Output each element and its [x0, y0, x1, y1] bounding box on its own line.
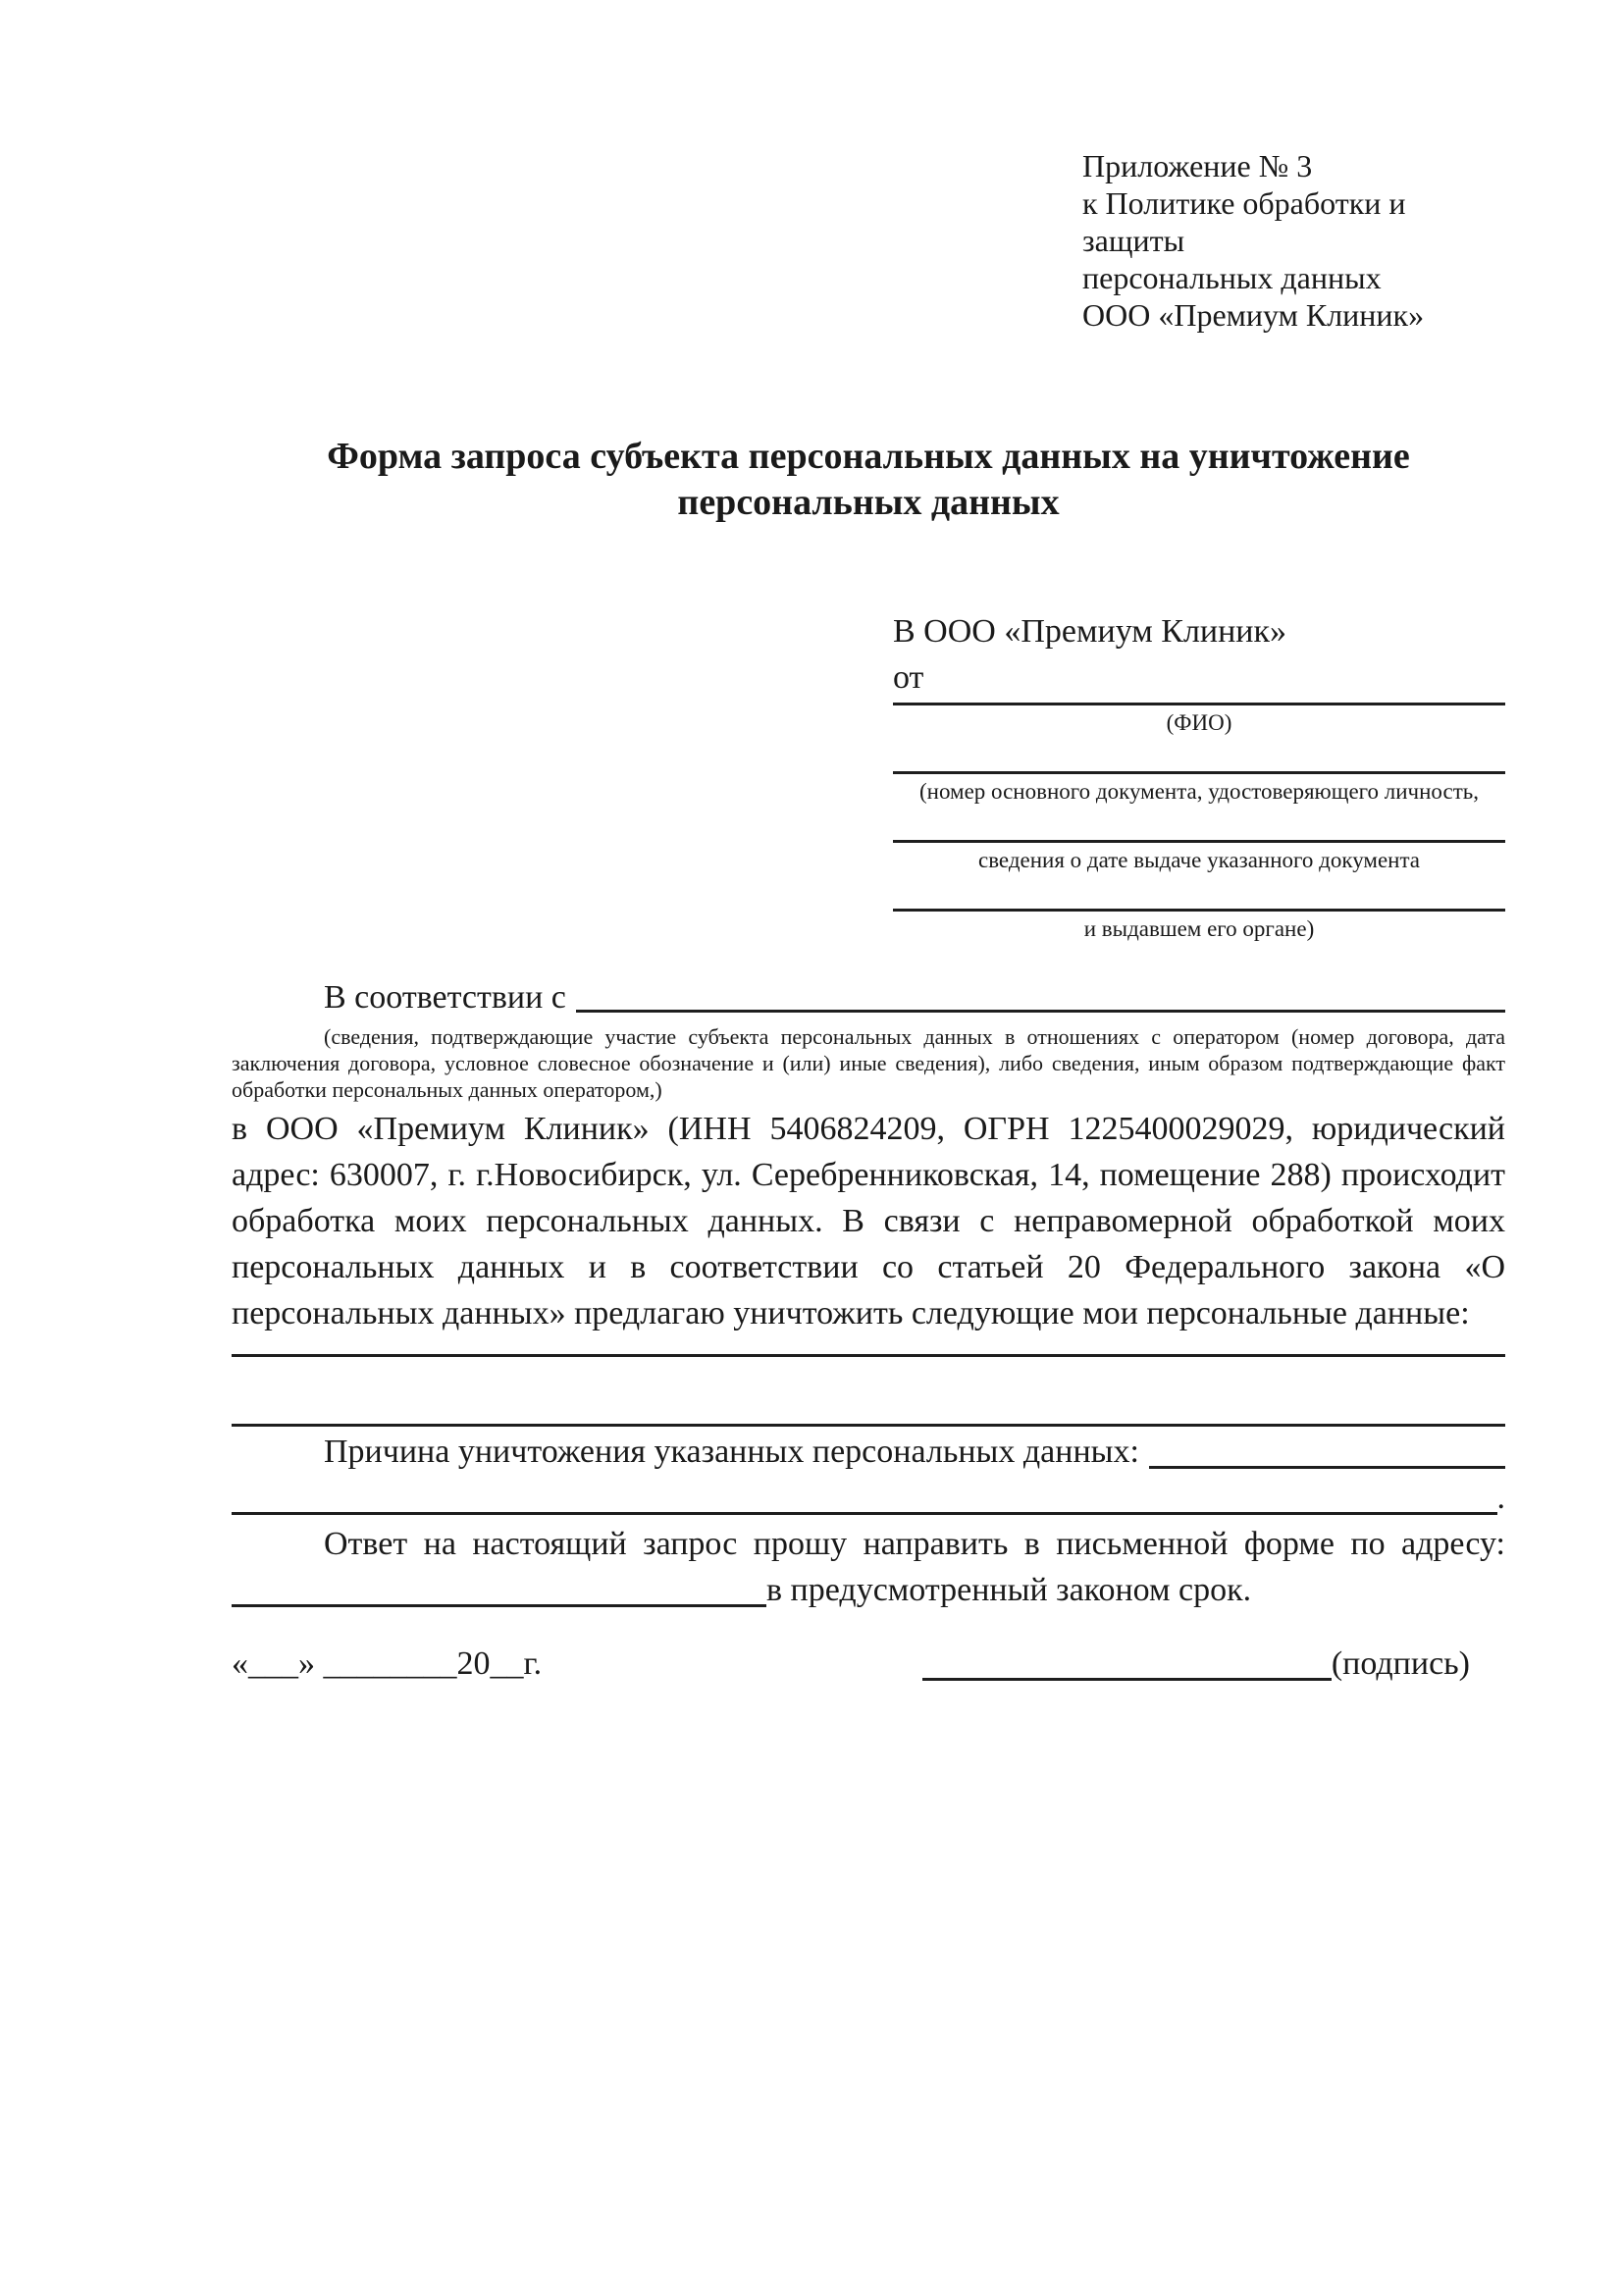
- header-line-policy: к Политике обработки и защиты: [1082, 185, 1406, 258]
- accordance-input-line[interactable]: [576, 977, 1505, 1013]
- reason-continuation-row: [232, 1475, 1505, 1521]
- reason-input-line-2[interactable]: [232, 1475, 1497, 1515]
- identity-doc-number-input-line[interactable]: [893, 771, 1505, 774]
- reason-input-line-1[interactable]: [1149, 1429, 1505, 1469]
- signature-input-line[interactable]: [922, 1641, 1332, 1681]
- addressee-to: В ООО «Премиум Клиник»: [893, 613, 1287, 650]
- identity-doc-date-caption: сведения о дате выдаче указанного документа: [977, 848, 1421, 872]
- accordance-note: (сведения, подтверждающие участие субъекта персональных данных в отношениях с оператором (номер договора, дата заключения договора, условное словесное обозначение и (или) иные сведения), либо сведения, иным образом подтверждающие факт обработки персональных данных оператором,): [232, 1024, 1505, 1102]
- date-field[interactable]: «___» ________20__г.: [232, 1645, 543, 1682]
- fio-caption: (ФИО): [1166, 710, 1232, 735]
- identity-doc-issuer-caption: и выдавшем его органе): [1083, 916, 1315, 941]
- accordance-row: [232, 977, 1505, 1018]
- personal-data-input-line-1[interactable]: [232, 1354, 1505, 1357]
- fio-input-line[interactable]: [893, 703, 1505, 705]
- answer-tail: в предусмотренный законом срок.: [766, 1572, 1252, 1608]
- page-title: Форма запроса субъекта персональных данных на уничтожение персональных данных: [327, 436, 1410, 523]
- reason-row: [232, 1429, 1505, 1475]
- header-line-appendix: Приложение № 3: [1082, 148, 1313, 183]
- signature-caption: (подпись): [1331, 1645, 1470, 1682]
- address-input-line[interactable]: [232, 1567, 766, 1607]
- personal-data-input-line-2[interactable]: [232, 1424, 1505, 1427]
- reason-label: Причина уничтожения указанных персональных данных:: [324, 1434, 1139, 1470]
- identity-doc-date-input-line[interactable]: [893, 840, 1505, 843]
- addressee-block: [893, 608, 1505, 942]
- signature-block: [922, 1641, 1470, 1687]
- footer-row: [232, 1641, 1505, 1687]
- sentence-period: .: [1496, 1480, 1505, 1516]
- document-header: [1082, 147, 1505, 334]
- identity-doc-number-caption: (номер основного документа, удостоверяющего личность,: [918, 779, 1479, 804]
- body-paragraph: в ООО «Премиум Клиник» (ИНН 5406824209, ОГРН 1225400029029, юридический адрес: 630007, г. г.Новосибирск, ул. Серебренниковская, 14, помещение 288) происходит обработка моих персональных данных. В связи с неправомерной обработкой моих персональных данных и в соответствии со статьей 20 Федерального закона «О персональных данных» предлагаю уничтожить следующие мои персональные данные:: [232, 1111, 1505, 1331]
- accordance-lead: В соответствии с: [324, 979, 566, 1016]
- header-line-company: ООО «Премиум Клиник»: [1082, 297, 1425, 333]
- header-line-personal-data: персональных данных: [1082, 260, 1382, 295]
- answer-request-paragraph: Ответ на настоящий запрос прошу направить в письменной форме по адресу:: [324, 1526, 1505, 1562]
- addressee-from-label: от: [893, 659, 924, 696]
- answer-address-row: [232, 1567, 1505, 1613]
- identity-doc-issuer-input-line[interactable]: [893, 909, 1505, 912]
